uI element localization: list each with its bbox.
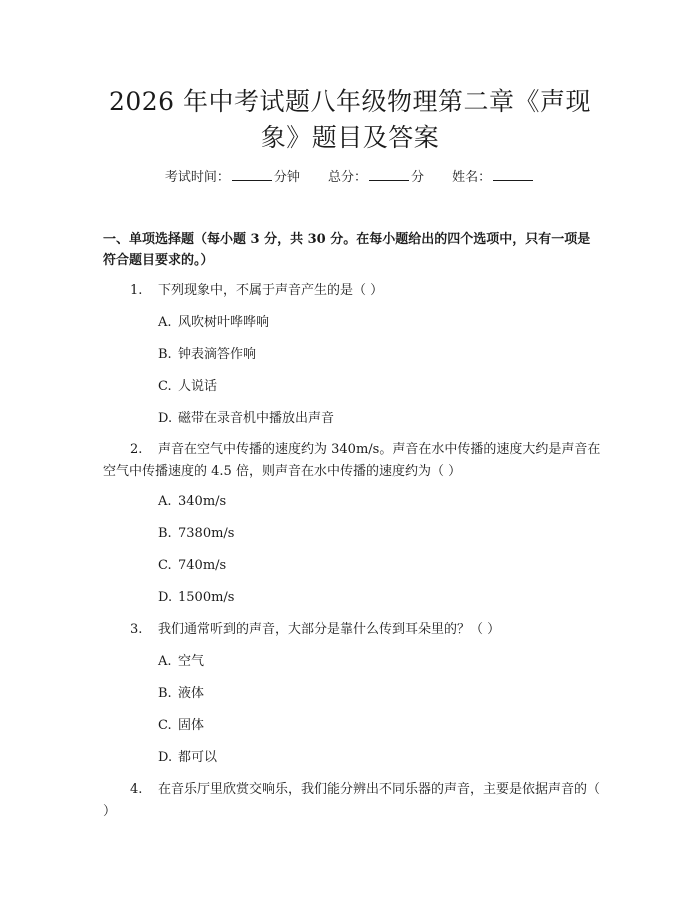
- option-letter: C.: [158, 718, 172, 733]
- option-text: 1500m/s: [178, 590, 235, 605]
- total-score-blank: [369, 168, 409, 181]
- student-name: [452, 168, 535, 187]
- question-2-option-a: [158, 493, 226, 511]
- question-1-option-a: [158, 314, 269, 332]
- title-line-1: 2026 年中考试题八年级物理第二章《声现: [108, 87, 592, 116]
- option-letter: C.: [158, 379, 172, 394]
- question-3-option-b: [158, 685, 204, 703]
- option-text: 液体: [178, 686, 205, 701]
- exam-time-label: 考试时间：: [164, 170, 230, 185]
- question-1: [103, 280, 601, 302]
- question-number: 2.: [130, 442, 143, 457]
- total-score: [328, 168, 424, 187]
- option-letter: C.: [158, 558, 172, 573]
- page-title: [0, 84, 700, 156]
- option-text: 空气: [178, 654, 205, 669]
- exam-info: [0, 168, 700, 187]
- exam-time: [165, 168, 300, 187]
- question-2-option-b: [158, 525, 234, 543]
- question-2: [103, 439, 601, 483]
- exam-time-unit: 分钟: [273, 170, 300, 185]
- option-letter: A.: [158, 494, 172, 509]
- option-text: 人说话: [178, 379, 218, 394]
- question-number: 4.: [130, 782, 143, 797]
- question-text: 在音乐厅里欣赏交响乐，我们能分辨出不同乐器的声音，主要是依据声音的（ ）: [103, 782, 601, 819]
- question-2-option-c: [158, 557, 226, 575]
- option-letter: D.: [158, 590, 173, 605]
- exam-time-blank: [232, 168, 272, 181]
- question-number: 1.: [130, 283, 143, 298]
- question-3-option-a: [158, 653, 204, 671]
- option-letter: D.: [158, 411, 173, 426]
- option-letter: A.: [158, 315, 172, 330]
- question-1-option-c: [158, 378, 217, 396]
- question-1-option-d: [158, 410, 334, 428]
- question-text: 我们通常听到的声音，大部分是靠什么传到耳朵里的？（ ）: [158, 622, 501, 637]
- option-letter: B.: [158, 347, 172, 362]
- option-text: 340m/s: [178, 494, 227, 509]
- option-text: 风吹树叶哗哗响: [178, 315, 270, 330]
- option-text: 钟表滴答作响: [178, 347, 257, 362]
- question-1-option-b: [158, 346, 256, 364]
- section-heading: 一、单项选择题（每小题 3 分，共 30 分。在每小题给出的四个选项中，只有一项是符合题目要求的。）: [103, 232, 591, 268]
- question-3: [103, 619, 601, 641]
- option-text: 固体: [178, 718, 205, 733]
- student-name-blank: [493, 168, 533, 181]
- option-letter: D.: [158, 750, 173, 765]
- option-text: 磁带在录音机中播放出声音: [178, 411, 335, 426]
- question-text: 下列现象中，不属于声音产生的是（ ）: [158, 283, 384, 298]
- question-4: [103, 779, 601, 823]
- option-letter: A.: [158, 654, 172, 669]
- total-score-unit: 分: [411, 170, 425, 185]
- question-3-option-d: [158, 749, 217, 767]
- option-letter: B.: [158, 686, 172, 701]
- question-text: 声音在空气中传播的速度约为 340m/s。声音在水中传播的速度大约是声音在空气中传播速度的 4.5 倍，则声音在水中传播的速度约为（ ）: [103, 442, 601, 479]
- student-name-label: 姓名：: [452, 170, 492, 185]
- question-2-option-d: [158, 589, 234, 607]
- question-number: 3.: [130, 622, 143, 637]
- option-text: 740m/s: [178, 558, 227, 573]
- question-3-option-c: [158, 717, 204, 735]
- title-line-2: 象》题目及答案: [260, 123, 440, 152]
- option-letter: B.: [158, 526, 172, 541]
- option-text: 都可以: [178, 750, 218, 765]
- total-score-label: 总分：: [327, 170, 367, 185]
- option-text: 7380m/s: [178, 526, 235, 541]
